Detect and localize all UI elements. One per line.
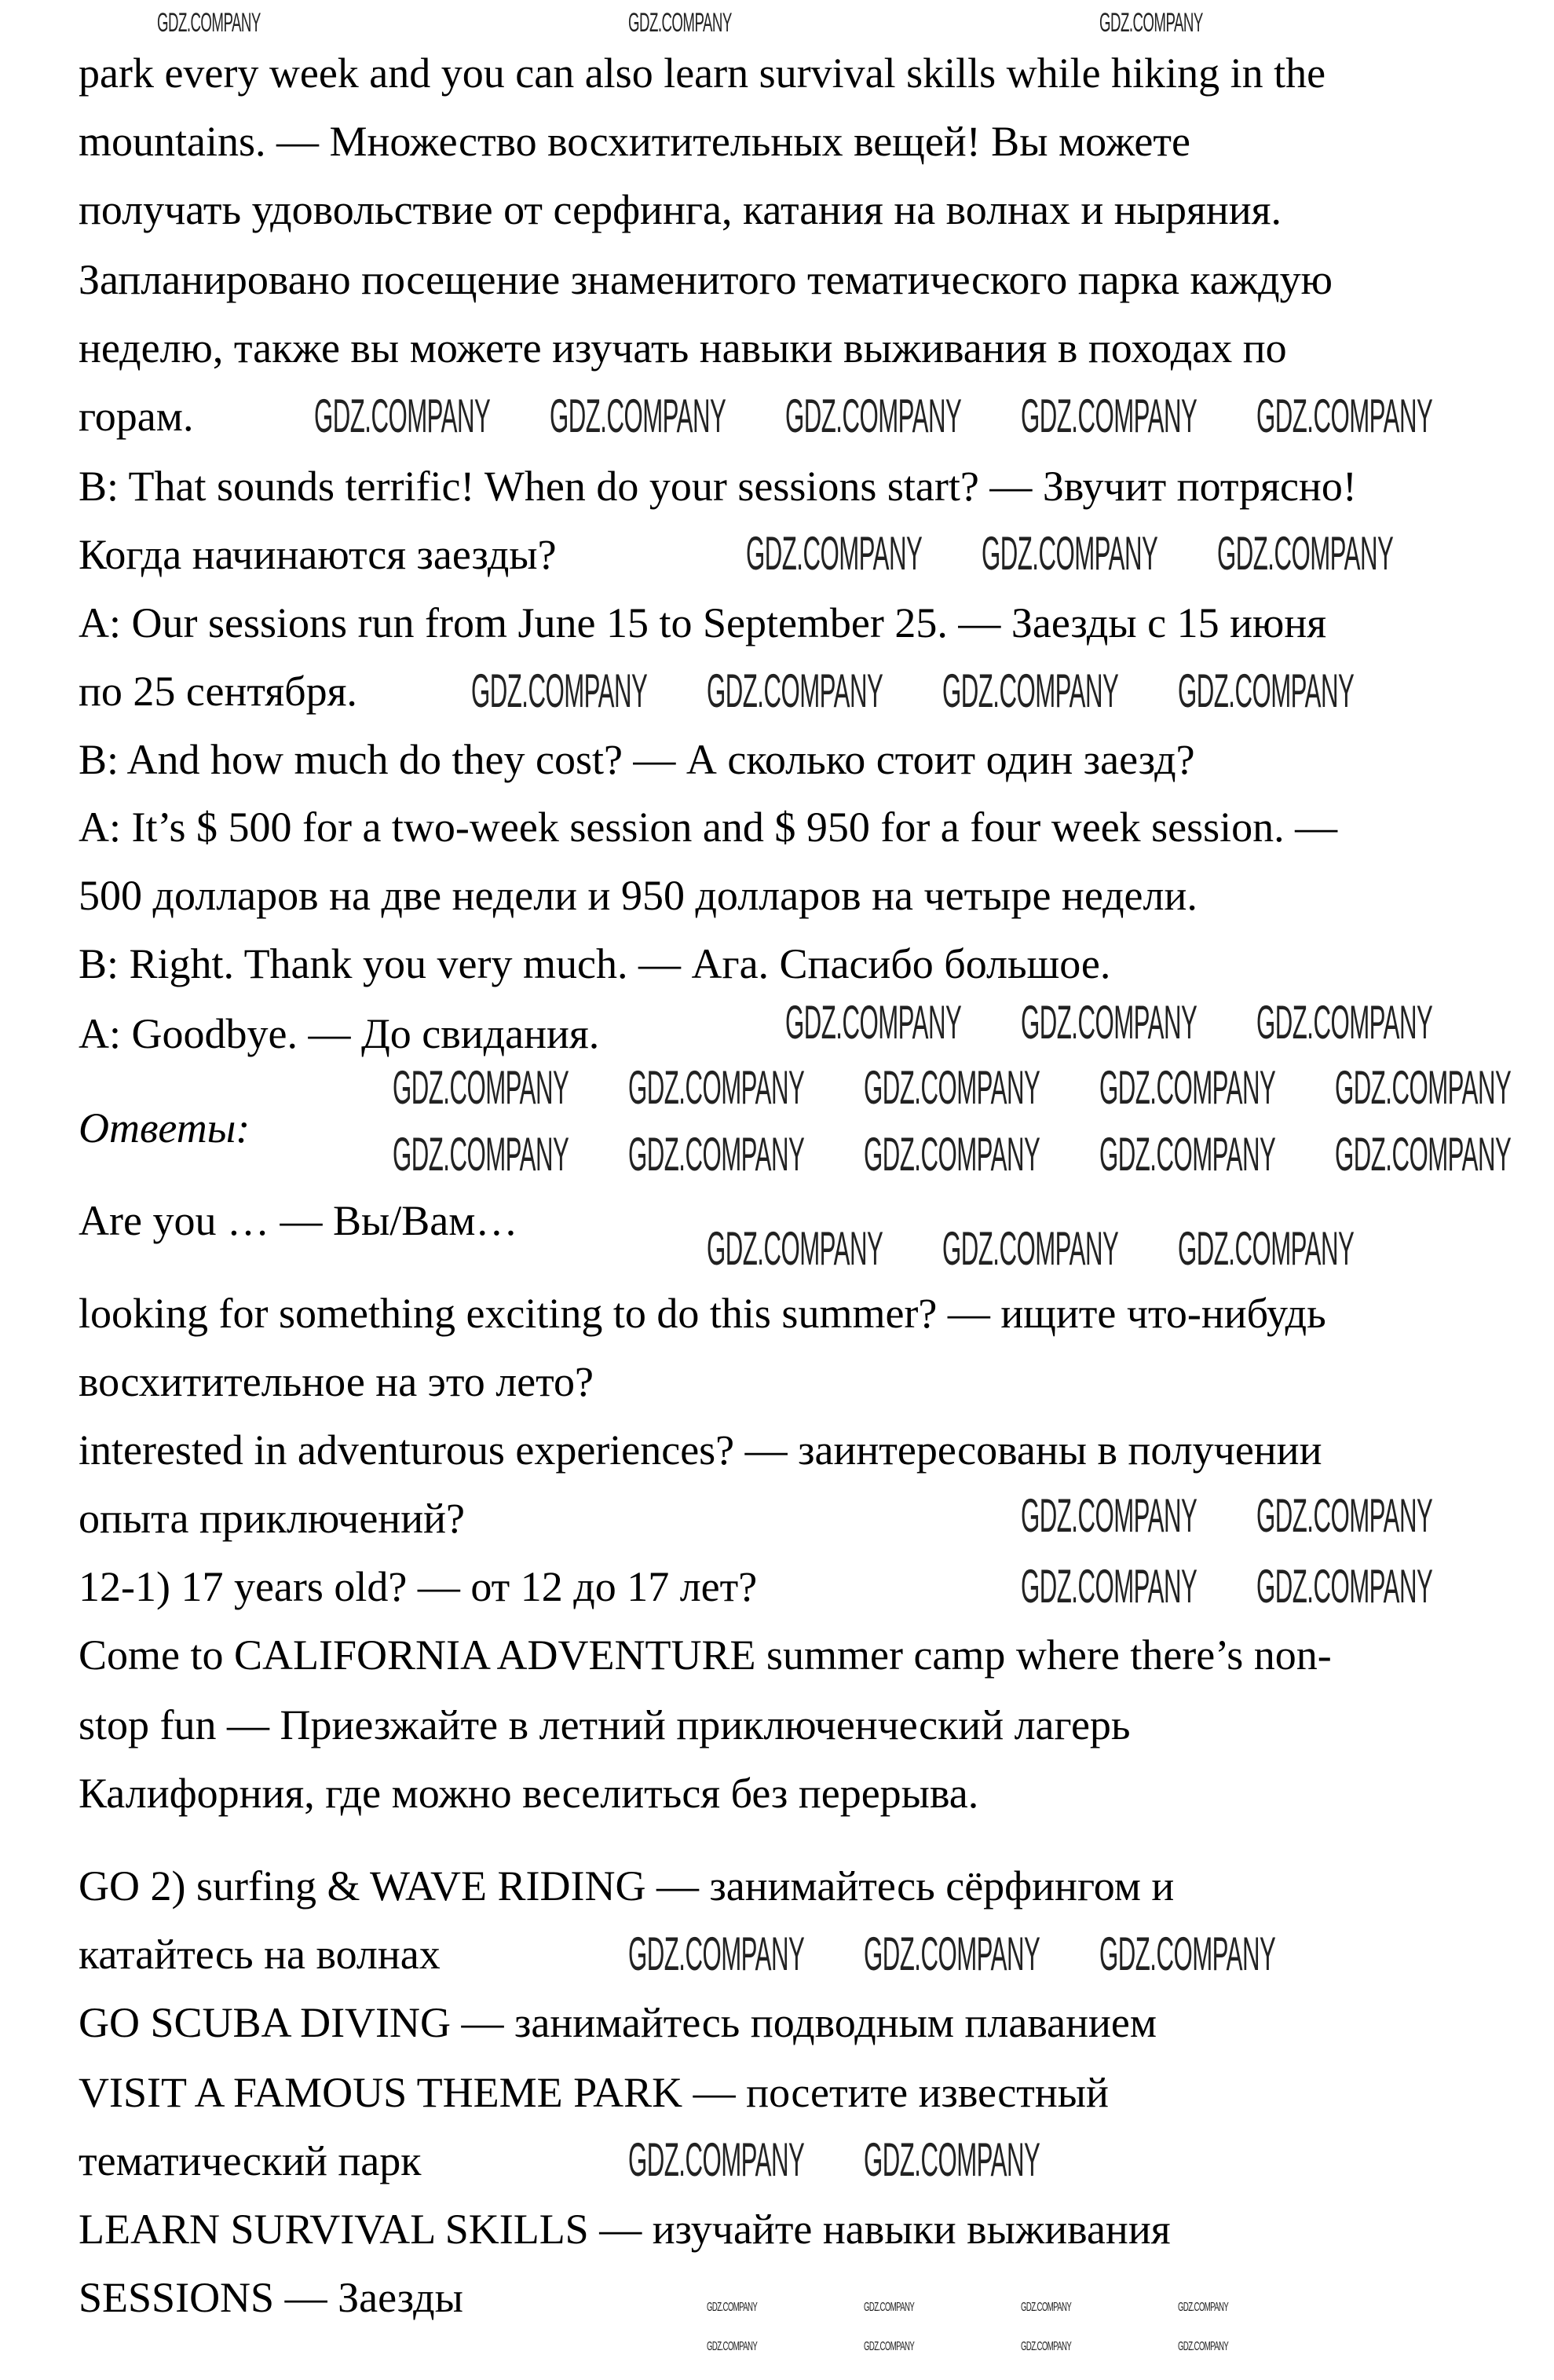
watermark: GDZ.COMPANY (1256, 1560, 1433, 1613)
watermark: GDZ.COMPANY (1335, 1128, 1512, 1181)
watermark: GDZ.COMPANY (864, 1128, 1040, 1181)
dialogue-line: получать удовольствие от серфинга, катания на волнах и ныряния. (79, 185, 1282, 233)
watermark: GDZ.COMPANY (1256, 390, 1433, 442)
watermark: GDZ.COMPANY (1335, 1061, 1512, 1114)
watermark: GDZ.COMPANY (1178, 2340, 1229, 2353)
watermark: GDZ.COMPANY (393, 1128, 569, 1181)
dialogue-line: mountains. — Множество восхитительных вещей! Вы можете (79, 117, 1190, 165)
dialogue-line: 500 долларов на две недели и 950 долларов на четыре недели. (79, 872, 1197, 920)
answer-line: looking for something exciting to do this summer? — ищите что-нибудь (79, 1290, 1326, 1338)
dialogue-line: неделю, также вы можете изучать навыки выживания в походах по (79, 324, 1287, 372)
dialogue-line: A: It’s $ 500 for a two-week session and $ 950 for a four week session. — (79, 804, 1338, 851)
dialogue-line: Запланировано посещение знаменитого тематического парка каждую (79, 255, 1333, 303)
watermark: GDZ.COMPANY (1178, 1222, 1355, 1275)
answer-line: катайтесь на волнах (79, 1930, 441, 1978)
dialogue-line: B: And how much do they cost? — А сколько стоит один заезд? (79, 735, 1195, 783)
watermark: GDZ.COMPANY (550, 390, 726, 442)
watermark: GDZ.COMPANY (707, 665, 883, 717)
watermark: GDZ.COMPANY (864, 1928, 1040, 1980)
watermark: GDZ.COMPANY (707, 2340, 758, 2353)
answer-line: SESSIONS — Заезды (79, 2273, 463, 2321)
watermark: GDZ.COMPANY (1021, 2301, 1072, 2314)
answer-line: восхитительное на это лето? (79, 1358, 594, 1406)
watermark: GDZ.COMPANY (1217, 527, 1394, 580)
watermark: GDZ.COMPANY (785, 390, 962, 442)
watermark: GDZ.COMPANY (746, 527, 923, 580)
watermark: GDZ.COMPANY (1021, 1489, 1197, 1542)
watermark: GDZ.COMPANY (785, 996, 962, 1049)
watermark: GDZ.COMPANY (628, 2133, 805, 2186)
watermark: GDZ.COMPANY (1099, 1061, 1276, 1114)
answer-line: Are you … — Вы/Вам… (79, 1197, 518, 1245)
watermark: GDZ.COMPANY (942, 1222, 1119, 1275)
answer-line: LEARN SURVIVAL SKILLS — изучайте навыки выживания (79, 2205, 1171, 2253)
watermark: GDZ.COMPANY (707, 2301, 758, 2314)
watermark: GDZ.COMPANY (864, 2301, 915, 2314)
watermark: GDZ.COMPANY (707, 1222, 883, 1275)
watermark: GDZ.COMPANY (157, 8, 261, 38)
answer-line: GO SCUBA DIVING — занимайтесь подводным плаванием (79, 1998, 1157, 2046)
watermark: GDZ.COMPANY (1178, 2301, 1229, 2314)
dialogue-line: A: Goodbye. — До свидания. (79, 1010, 600, 1058)
answer-line: тематический парк (79, 2137, 422, 2184)
dialogue-line: по 25 сентября. (79, 667, 357, 715)
watermark: GDZ.COMPANY (314, 390, 491, 442)
watermark: GDZ.COMPANY (1021, 390, 1197, 442)
dialogue-line: горам. (79, 392, 194, 440)
watermark: GDZ.COMPANY (982, 527, 1158, 580)
dialogue-line: Когда начинаются заезды? (79, 530, 557, 578)
watermark: GDZ.COMPANY (864, 1061, 1040, 1114)
dialogue-line: park every week and you can also learn survival skills while hiking in the (79, 49, 1326, 97)
answer-line: 12-1) 17 years old? — от 12 до 17 лет? (79, 1562, 758, 1610)
answer-line: interested in adventurous experiences? — заинтересованы в получении (79, 1426, 1322, 1474)
watermark: GDZ.COMPANY (864, 2340, 915, 2353)
watermark: GDZ.COMPANY (628, 8, 732, 38)
watermark: GDZ.COMPANY (1099, 1128, 1276, 1181)
watermark: GDZ.COMPANY (1021, 996, 1197, 1049)
watermark: GDZ.COMPANY (1178, 665, 1355, 717)
answer-line: Калифорния, где можно веселиться без перерыва. (79, 1769, 979, 1817)
dialogue-line: A: Our sessions run from June 15 to September 25. — Заезды с 15 июня (79, 599, 1327, 646)
watermark: GDZ.COMPANY (1099, 1928, 1276, 1980)
watermark: GDZ.COMPANY (628, 1928, 805, 1980)
watermark: GDZ.COMPANY (1021, 2340, 1072, 2353)
dialogue-line: B: That sounds terrific! When do your sessions start? — Звучит потрясно! (79, 462, 1357, 510)
watermark: GDZ.COMPANY (942, 665, 1119, 717)
dialogue-line: B: Right. Thank you very much. — Ага. Спасибо большое. (79, 940, 1111, 988)
answer-line: GO 2) surfing & WAVE RIDING — занимайтесь сёрфингом и (79, 1862, 1175, 1909)
watermark: GDZ.COMPANY (393, 1061, 569, 1114)
answer-line: stop fun — Приезжайте в летний приключенческий лагерь (79, 1701, 1131, 1748)
answer-line: VISIT A FAMOUS THEME PARK — посетите известный (79, 2068, 1109, 2116)
watermark: GDZ.COMPANY (864, 2133, 1040, 2186)
watermark: GDZ.COMPANY (628, 1061, 805, 1114)
watermark: GDZ.COMPANY (628, 1128, 805, 1181)
answer-line: опыта приключений? (79, 1495, 465, 1542)
answers-heading: Ответы: (79, 1104, 250, 1152)
watermark: GDZ.COMPANY (1021, 1560, 1197, 1613)
watermark: GDZ.COMPANY (471, 665, 648, 717)
watermark: GDZ.COMPANY (1099, 8, 1203, 38)
answer-line: Come to CALIFORNIA ADVENTURE summer camp where there’s non- (79, 1631, 1332, 1679)
watermark: GDZ.COMPANY (1256, 1489, 1433, 1542)
watermark: GDZ.COMPANY (1256, 996, 1433, 1049)
